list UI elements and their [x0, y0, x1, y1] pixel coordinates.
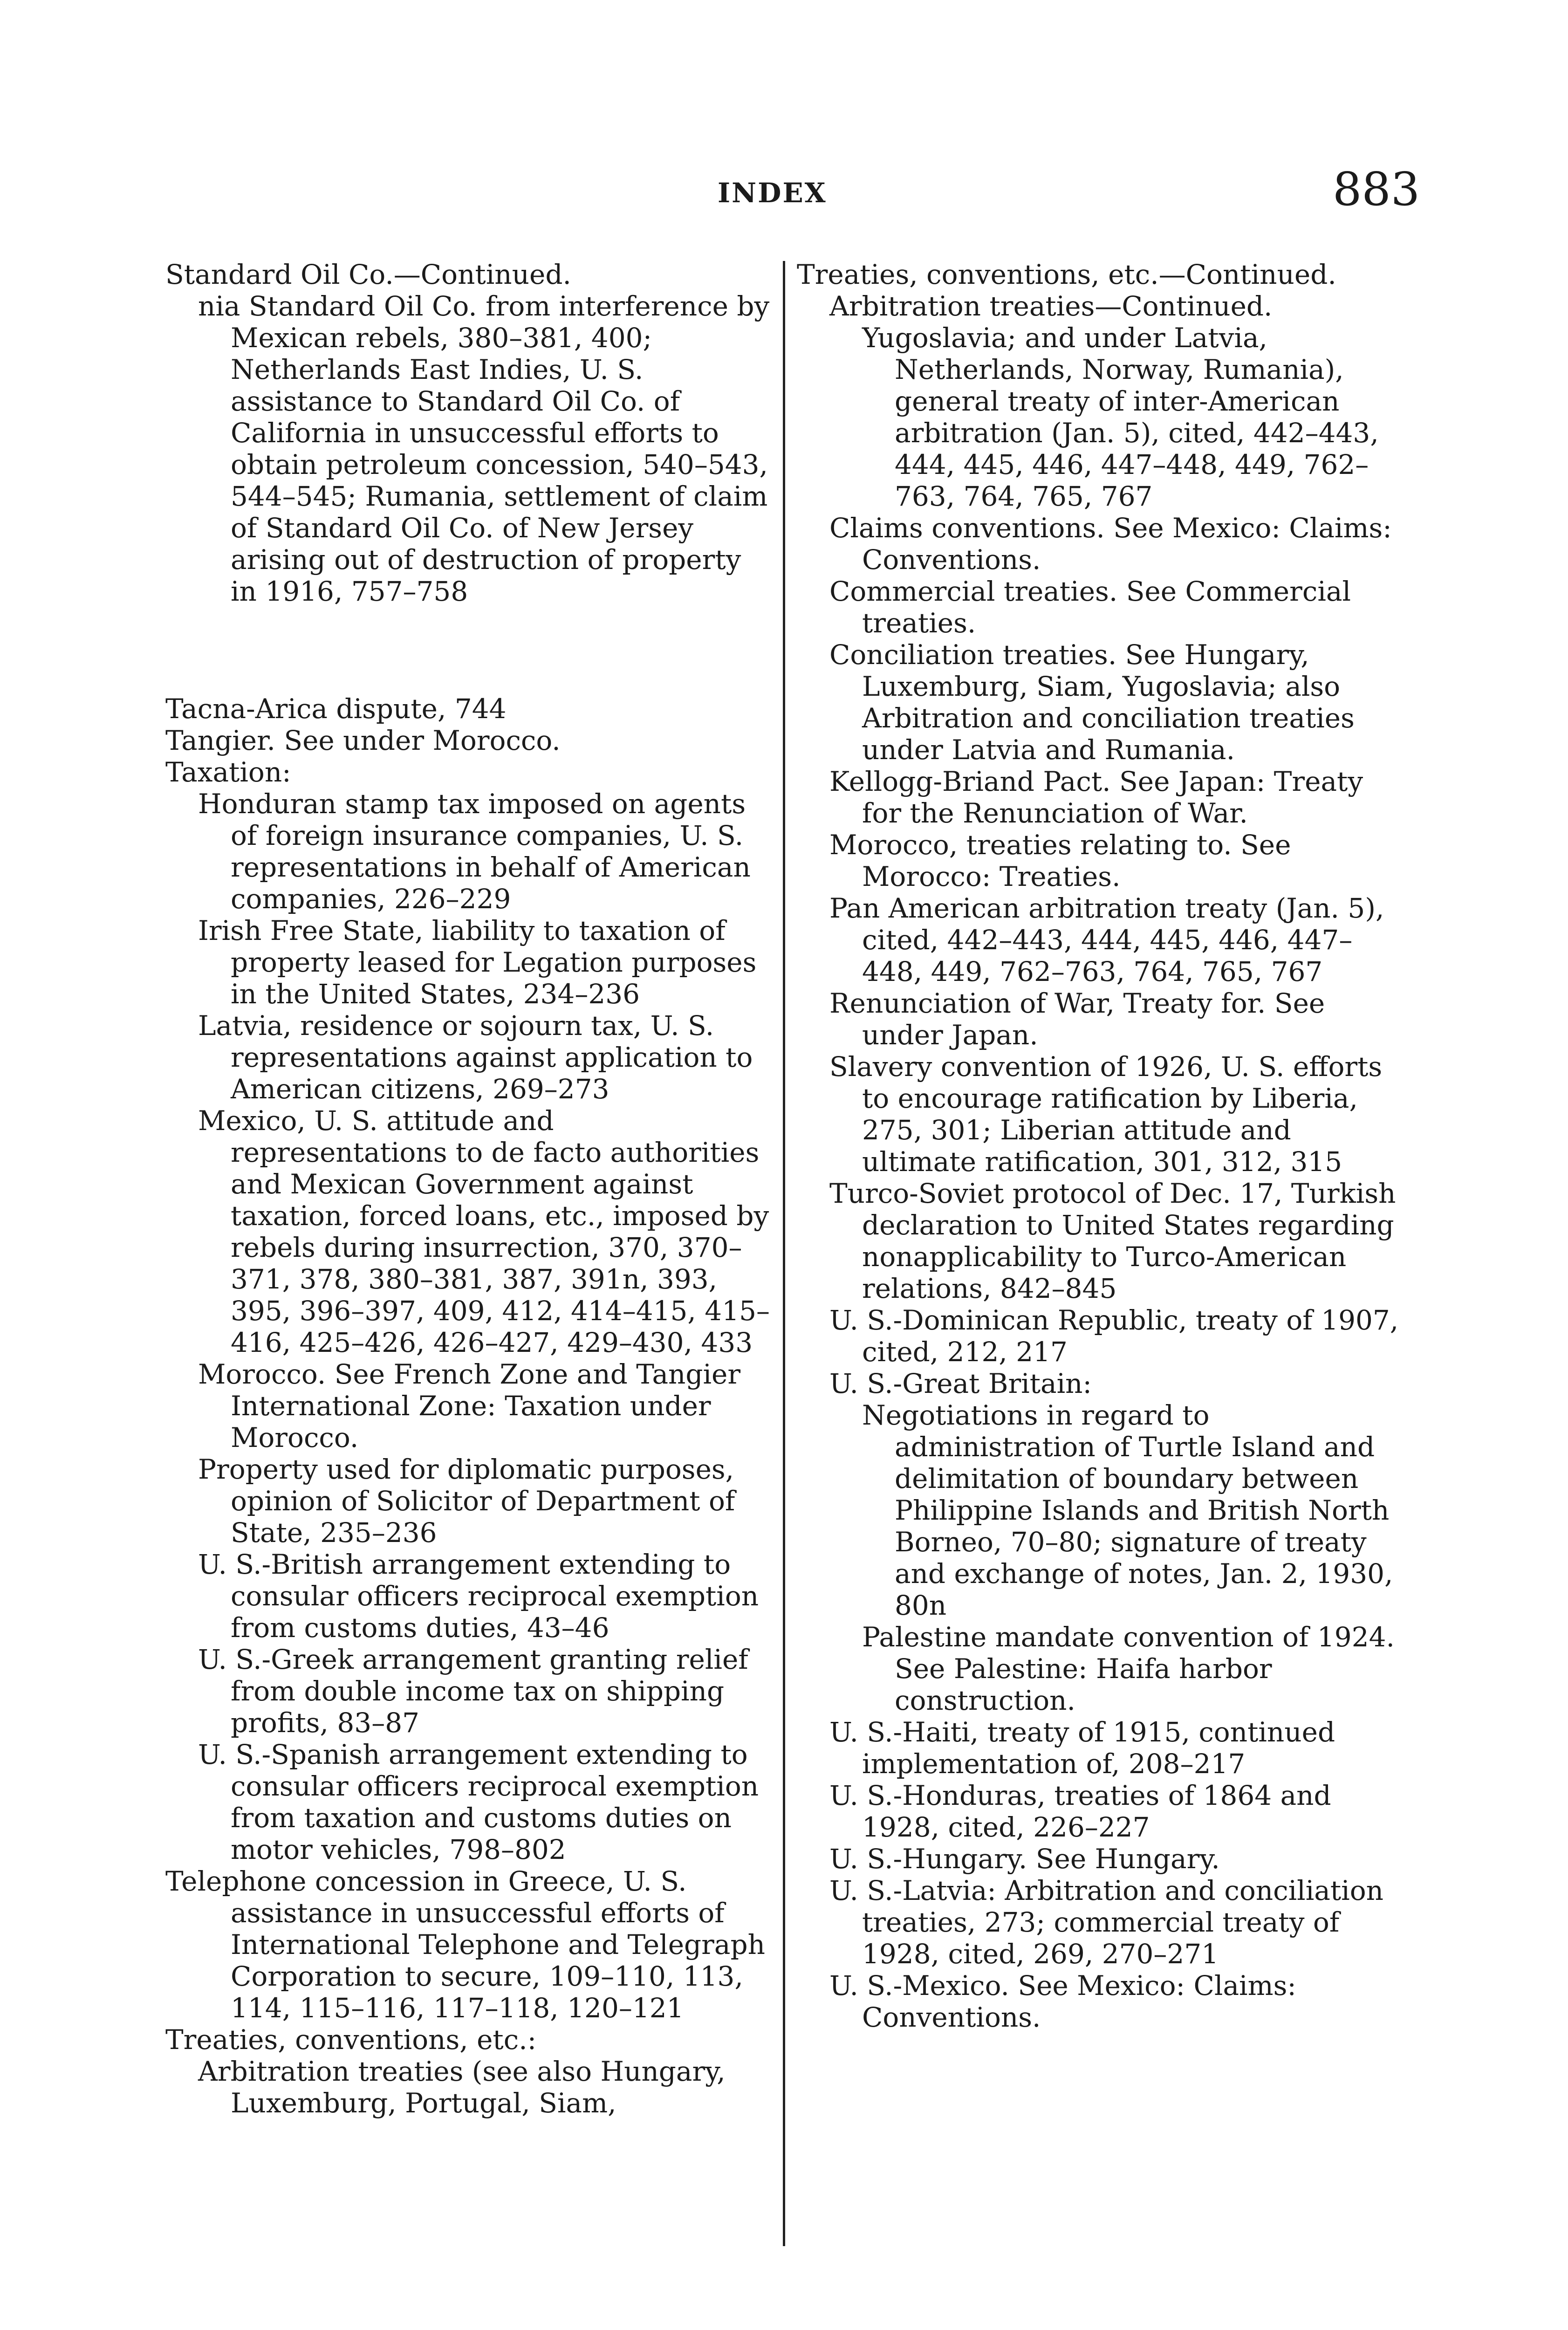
index-entry: Tangier. See under Morocco.: [165, 725, 561, 756]
running-header: INDEX: [718, 177, 827, 209]
index-entry: Arbitration treaties (see also Hungary, Luxemburg, Portugal, Siam,: [198, 2056, 726, 2119]
page-number: 883: [1333, 163, 1420, 216]
right-column: [797, 259, 1407, 2033]
index-entry: Tacna-Arica dispute, 744: [165, 693, 507, 725]
left-column: [165, 259, 771, 2119]
index-entry: Property used for diplomatic purposes, opinion of Solicitor of Department of State, 235–236: [198, 1453, 735, 1549]
index-entry: Commercial treaties. See Commercial treaties.: [829, 576, 1351, 639]
index-entry: Conciliation treaties. See Hungary, Luxemburg, Siam, Yugoslavia; also Arbitration and conciliation treaties under Latvia and Rumania.: [829, 639, 1355, 766]
index-entry: U. S.-Honduras, treaties of 1864 and 1928, cited, 226–227: [829, 1780, 1331, 1843]
index-entry: U. S.-Dominican Republic, treaty of 1907, cited, 212, 217: [829, 1304, 1399, 1368]
entry-gap: [165, 634, 771, 666]
index-entry: Arbitration treaties—Continued.: [829, 290, 1273, 322]
index-entry: nia Standard Oil Co. from interference by Mexican rebels, 380–381, 400; Netherlands East Indies, U. S. assistance to Standard Oil Co. of California in unsuccessful efforts to obtain petroleum concession, 540–543, 544–545; Rumania, settlement of claim of Standard Oil Co. of New Jersey arising out of destruction of property in 1916, 757–758: [198, 290, 770, 607]
index-entry: Treaties, conventions, etc.:: [165, 2024, 537, 2056]
index-entry: Honduran stamp tax imposed on agents of foreign insurance companies, U. S. representations in behalf of American companies, 226–229: [198, 788, 751, 915]
index-entry: U. S.-Great Britain:: [829, 1368, 1092, 1399]
index-entry: Yugoslavia; and under Latvia, Netherlands, Norway, Rumania), general treaty of inter-American arbitration (Jan. 5), cited, 442–443, 444, 445, 446, 447–448, 449, 762–763, 764, 765, 767: [862, 322, 1379, 512]
index-entry: Renunciation of War, Treaty for. See under Japan.: [829, 987, 1325, 1051]
index-entry: Latvia, residence or sojourn tax, U. S. representations against application to American citizens, 269–273: [198, 1010, 753, 1105]
index-entry: Standard Oil Co.—Continued.: [165, 259, 571, 290]
index-entry: Irish Free State, liability to taxation of property leased for Legation purposes in the United States, 234–236: [198, 915, 757, 1010]
index-entry: U. S.-Haiti, treaty of 1915, continued implementation of, 208–217: [829, 1716, 1335, 1780]
index-entry: Pan American arbitration treaty (Jan. 5), cited, 442–443, 444, 445, 446, 447–448, 449, 762–763, 764, 765, 767: [829, 892, 1384, 987]
index-entry: U. S.-Latvia: Arbitration and conciliation treaties, 273; commercial treaty of 1928, cited, 269, 270–271: [829, 1875, 1383, 1970]
index-entry: Treaties, conventions, etc.—Continued.: [797, 259, 1336, 290]
index-entry: Morocco. See French Zone and Tangier International Zone: Taxation under Morocco.: [198, 1358, 741, 1453]
index-entry: Negotiations in regard to administration of Turtle Island and delimitation of boundary between Philippine Islands and British North Borneo, 70–80; signature of treaty and exchange of notes, Jan. 2, 1930, 80n: [862, 1399, 1393, 1621]
index-entry: Telephone concession in Greece, U. S. assistance in unsuccessful efforts of International Telephone and Telegraph Corporation to secure, 109–110, 113, 114, 115–116, 117–118, 120–121: [165, 1865, 765, 2024]
index-entry: Kellogg-Briand Pact. See Japan: Treaty for the Renunciation of War.: [829, 766, 1363, 829]
index-entry: Mexico, U. S. attitude and representations to de facto authorities and Mexican Government against taxation, forced loans, etc., imposed by rebels during insurrection, 370, 370–371, 378, 380–381, 387, 391n, 393, 395, 396–397, 409, 412, 414–415, 415–416, 425–426, 426–427, 429–430, 433: [198, 1105, 770, 1358]
index-entry: Morocco, treaties relating to. See Morocco: Treaties.: [829, 829, 1291, 892]
index-entry: U. S.-Mexico. See Mexico: Claims: Conventions.: [829, 1970, 1296, 2033]
index-entry: U. S.-British arrangement extending to consular officers reciprocal exemption from customs duties, 43–46: [198, 1549, 759, 1644]
column-divider: [783, 261, 785, 2246]
index-entry: Slavery convention of 1926, U. S. efforts to encourage ratification by Liberia, 275, 301; Liberian attitude and ultimate ratification, 301, 312, 315: [829, 1051, 1383, 1178]
index-entry: Taxation:: [165, 756, 291, 788]
index-entry: U. S.-Spanish arrangement extending to consular officers reciprocal exemption from taxation and customs duties on motor vehicles, 798–802: [198, 1739, 759, 1865]
index-entry: U. S.-Greek arrangement granting relief from double income tax on shipping profits, 83–87: [198, 1644, 748, 1739]
index-entry: Turco-Soviet protocol of Dec. 17, Turkish declaration to United States regarding nonapplicability to Turco-American relations, 842–845: [829, 1178, 1396, 1304]
index-entry: Palestine mandate convention of 1924. See Palestine: Haifa harbor construction.: [862, 1621, 1395, 1716]
index-entry: Claims conventions. See Mexico: Claims: Conventions.: [829, 512, 1392, 576]
index-entry: U. S.-Hungary. See Hungary.: [829, 1843, 1220, 1875]
